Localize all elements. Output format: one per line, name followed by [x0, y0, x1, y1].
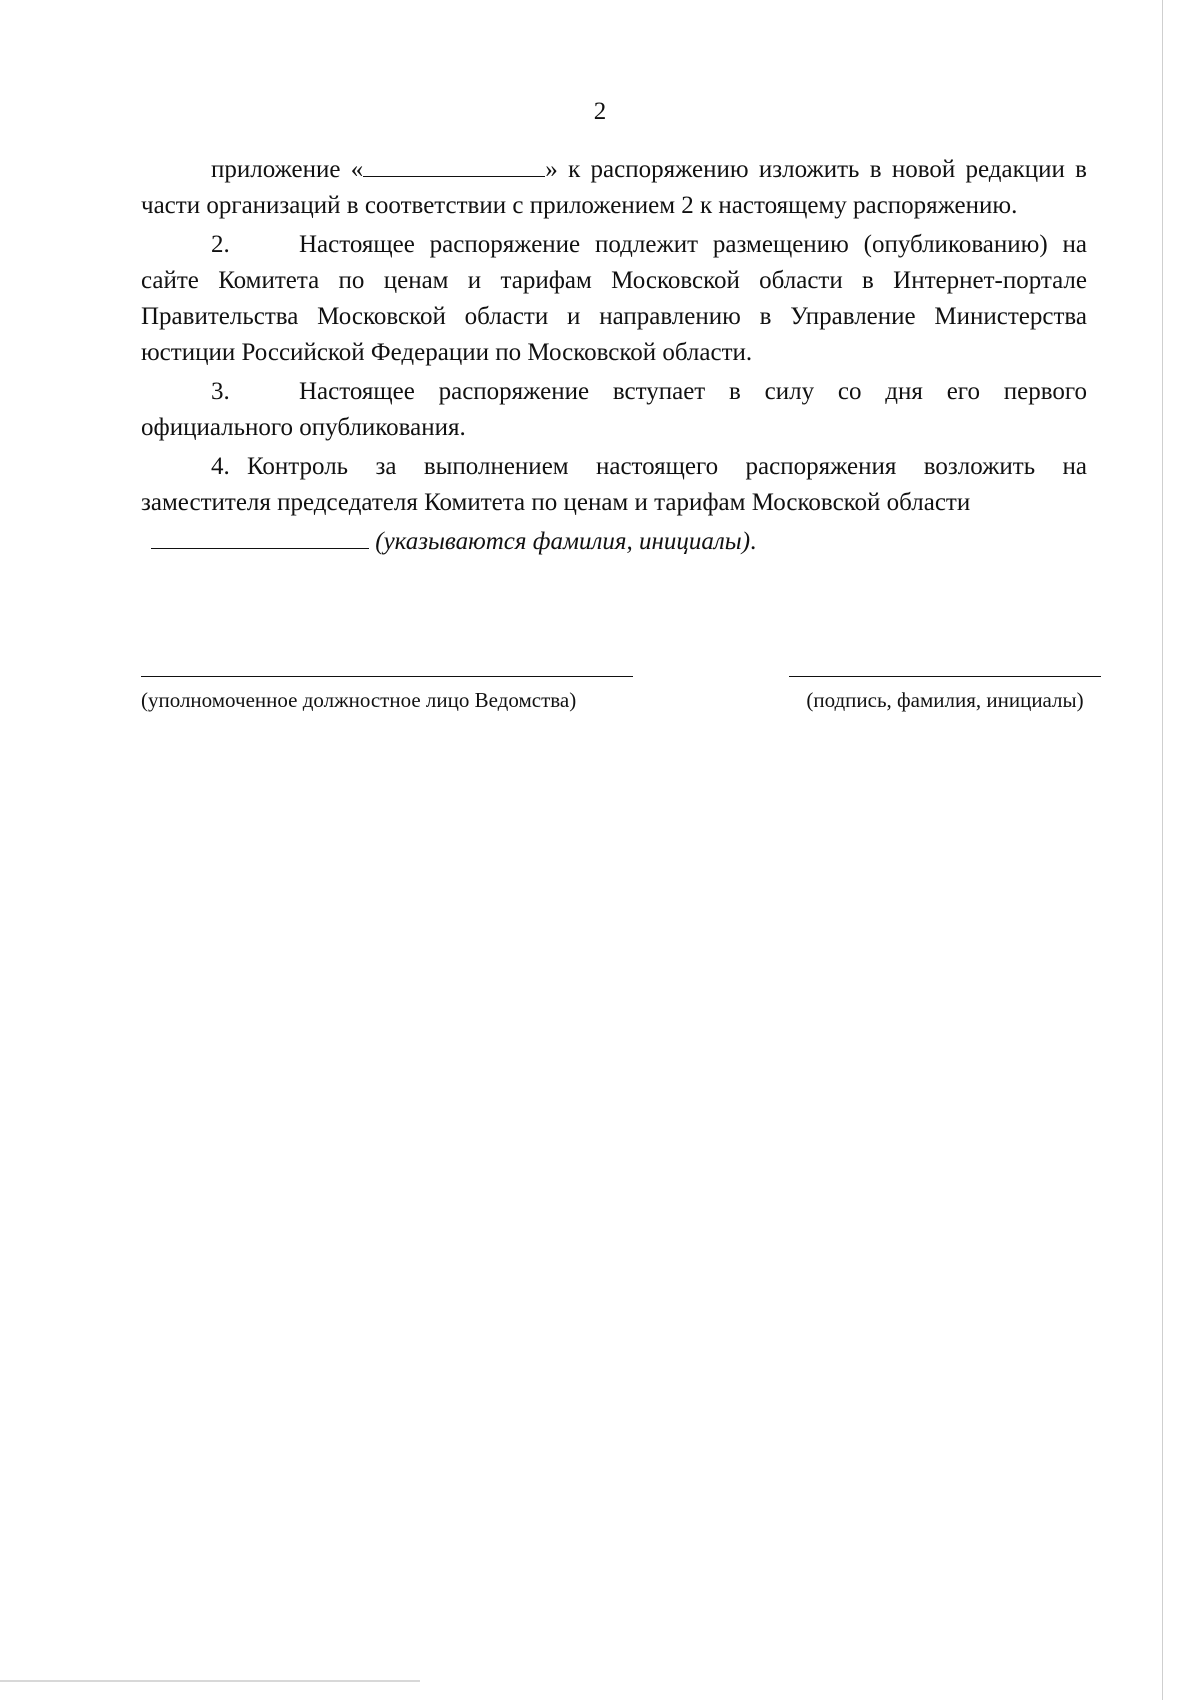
signature-block-official	[141, 676, 633, 713]
paragraph-4-deputy-line	[141, 524, 1087, 560]
paragraph-1-text-before: приложение «	[211, 156, 364, 183]
name-signature-line	[789, 676, 1101, 677]
paragraph-4-end: .	[750, 528, 757, 555]
paragraph-1-text-after: » к распоряжению изложить в новой редакции в части организаций в соответствии с приложением 2 к настоящему распоряжению.	[141, 156, 1087, 219]
paragraph-2-number: 2.	[211, 231, 230, 258]
page-edge-bottom	[0, 1680, 420, 1682]
official-signature-line	[141, 676, 633, 677]
deputy-name-note: (указываются фамилия, инициалы)	[375, 528, 751, 555]
paragraph-2	[141, 227, 1087, 371]
paragraph-4-text: Контроль за выполнением настоящего распоряжения возложить на заместителя председателя Комитета по ценам и тарифам Московской области	[141, 453, 1087, 516]
signature-block-name	[789, 676, 1101, 713]
paragraph-3	[141, 374, 1087, 446]
paragraph-3-number: 3.	[211, 378, 230, 405]
page-number: 2	[593, 98, 607, 125]
paragraph-3-text: Настоящее распоряжение вступает в силу со дня его первого официального опубликования.	[141, 378, 1087, 441]
appendix-blank-field	[363, 156, 545, 177]
paragraph-4-number: 4.	[211, 453, 230, 480]
deputy-name-blank-field	[151, 528, 369, 549]
document-body	[141, 152, 1087, 560]
name-caption: (подпись, фамилия, инициалы)	[806, 688, 1084, 712]
paragraph-2-text: Настоящее распоряжение подлежит размещению (опубликованию) на сайте Комитета по ценам и тарифам Московской области в Интернет-портале Правительства Московской области и направлению в Управление Министерства юстиции Российской Федерации по Московской области.	[141, 231, 1087, 366]
page-edge-right	[1162, 0, 1163, 1700]
paragraph-4	[141, 449, 1087, 521]
official-caption: (уполномоченное должностное лицо Ведомства)	[141, 688, 577, 712]
paragraph-1	[141, 152, 1087, 224]
